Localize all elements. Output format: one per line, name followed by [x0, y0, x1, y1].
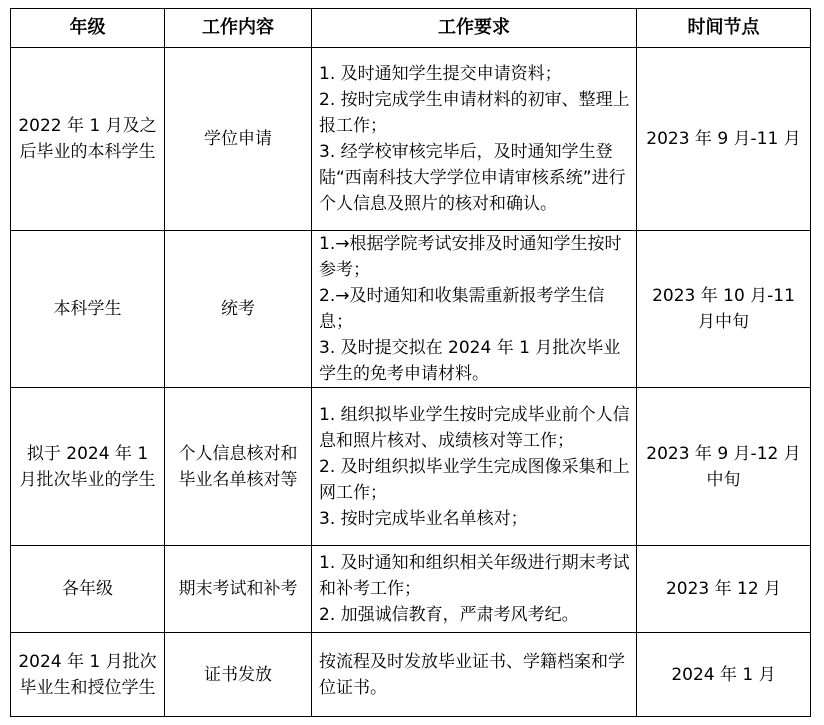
- content-cell: 证书发放: [165, 633, 312, 717]
- requirement-item: 3. 及时提交拟在 2024 年 1 月批次毕业学生的免考申请材料。: [319, 338, 621, 384]
- header-content: 工作内容: [165, 9, 312, 48]
- time-cell: 2023 年 12 月: [637, 546, 811, 633]
- requirements-cell: [312, 633, 637, 717]
- requirement-item: 2. 及时组织拟毕业学生完成图像采集和上网工作；: [319, 456, 630, 503]
- time-cell: 2023 年 9 月-11 月: [637, 48, 811, 231]
- requirement-item: 2.→及时通知和收集需重新报考学生信息；: [319, 286, 605, 332]
- content-cell: 学位申请: [165, 48, 312, 231]
- content-cell: 个人信息核对和毕业名单核对等: [165, 388, 312, 546]
- table-row: [11, 388, 811, 546]
- requirement-item: 1. 组织拟毕业学生按时完成毕业前个人信息和照片核对、成绩核对等工作；: [319, 404, 630, 451]
- time-cell: 2023 年 10 月-11 月中旬: [637, 231, 811, 388]
- grade-cell: 各年级: [11, 546, 165, 633]
- requirement-item: 3. 经学校审核完毕后，及时通知学生登陆“西南科技大学学位申请审核系统”进行个人信息及照片的核对和确认。: [319, 142, 626, 214]
- requirement-item: 2. 加强诚信教育，严肃考风考纪。: [319, 605, 579, 625]
- table-row: [11, 48, 811, 231]
- header-grade: 年级: [11, 9, 165, 48]
- requirement-item: 1. 及时通知和组织相关年级进行期末考试和补考工作；: [319, 553, 630, 599]
- time-cell: 2023 年 9 月-12 月中旬: [637, 388, 811, 546]
- requirement-item: 按流程及时发放毕业证书、学籍档案和学位证书。: [319, 651, 625, 698]
- grade-cell: 本科学生: [11, 231, 165, 388]
- requirements-cell: [312, 231, 637, 388]
- requirements-cell: [312, 388, 637, 546]
- requirements-cell: [312, 546, 637, 633]
- requirement-item: 1.→根据学院考试安排及时通知学生按时参考；: [319, 234, 622, 280]
- header-row: [11, 9, 811, 48]
- header-time: 时间节点: [637, 9, 811, 48]
- schedule-table: [10, 8, 811, 717]
- requirements-cell: [312, 48, 637, 231]
- grade-cell: 拟于 2024 年 1 月批次毕业的学生: [11, 388, 165, 546]
- grade-cell: 2022 年 1 月及之后毕业的本科学生: [11, 48, 165, 231]
- requirement-item: 2. 按时完成学生申请材料的初审、整理上报工作；: [319, 90, 630, 136]
- time-cell: 2024 年 1 月: [637, 633, 811, 717]
- requirement-item: 3. 按时完成毕业名单核对；: [319, 508, 528, 529]
- table-row: [11, 546, 811, 633]
- grade-cell: 2024 年 1 月批次毕业生和授位学生: [11, 633, 165, 717]
- table-row: [11, 633, 811, 717]
- table-row: [11, 231, 811, 388]
- content-cell: 统考: [165, 231, 312, 388]
- header-requirements: 工作要求: [312, 9, 637, 48]
- content-cell: 期末考试和补考: [165, 546, 312, 633]
- requirement-item: 1. 及时通知学生提交申请资料；: [319, 64, 562, 84]
